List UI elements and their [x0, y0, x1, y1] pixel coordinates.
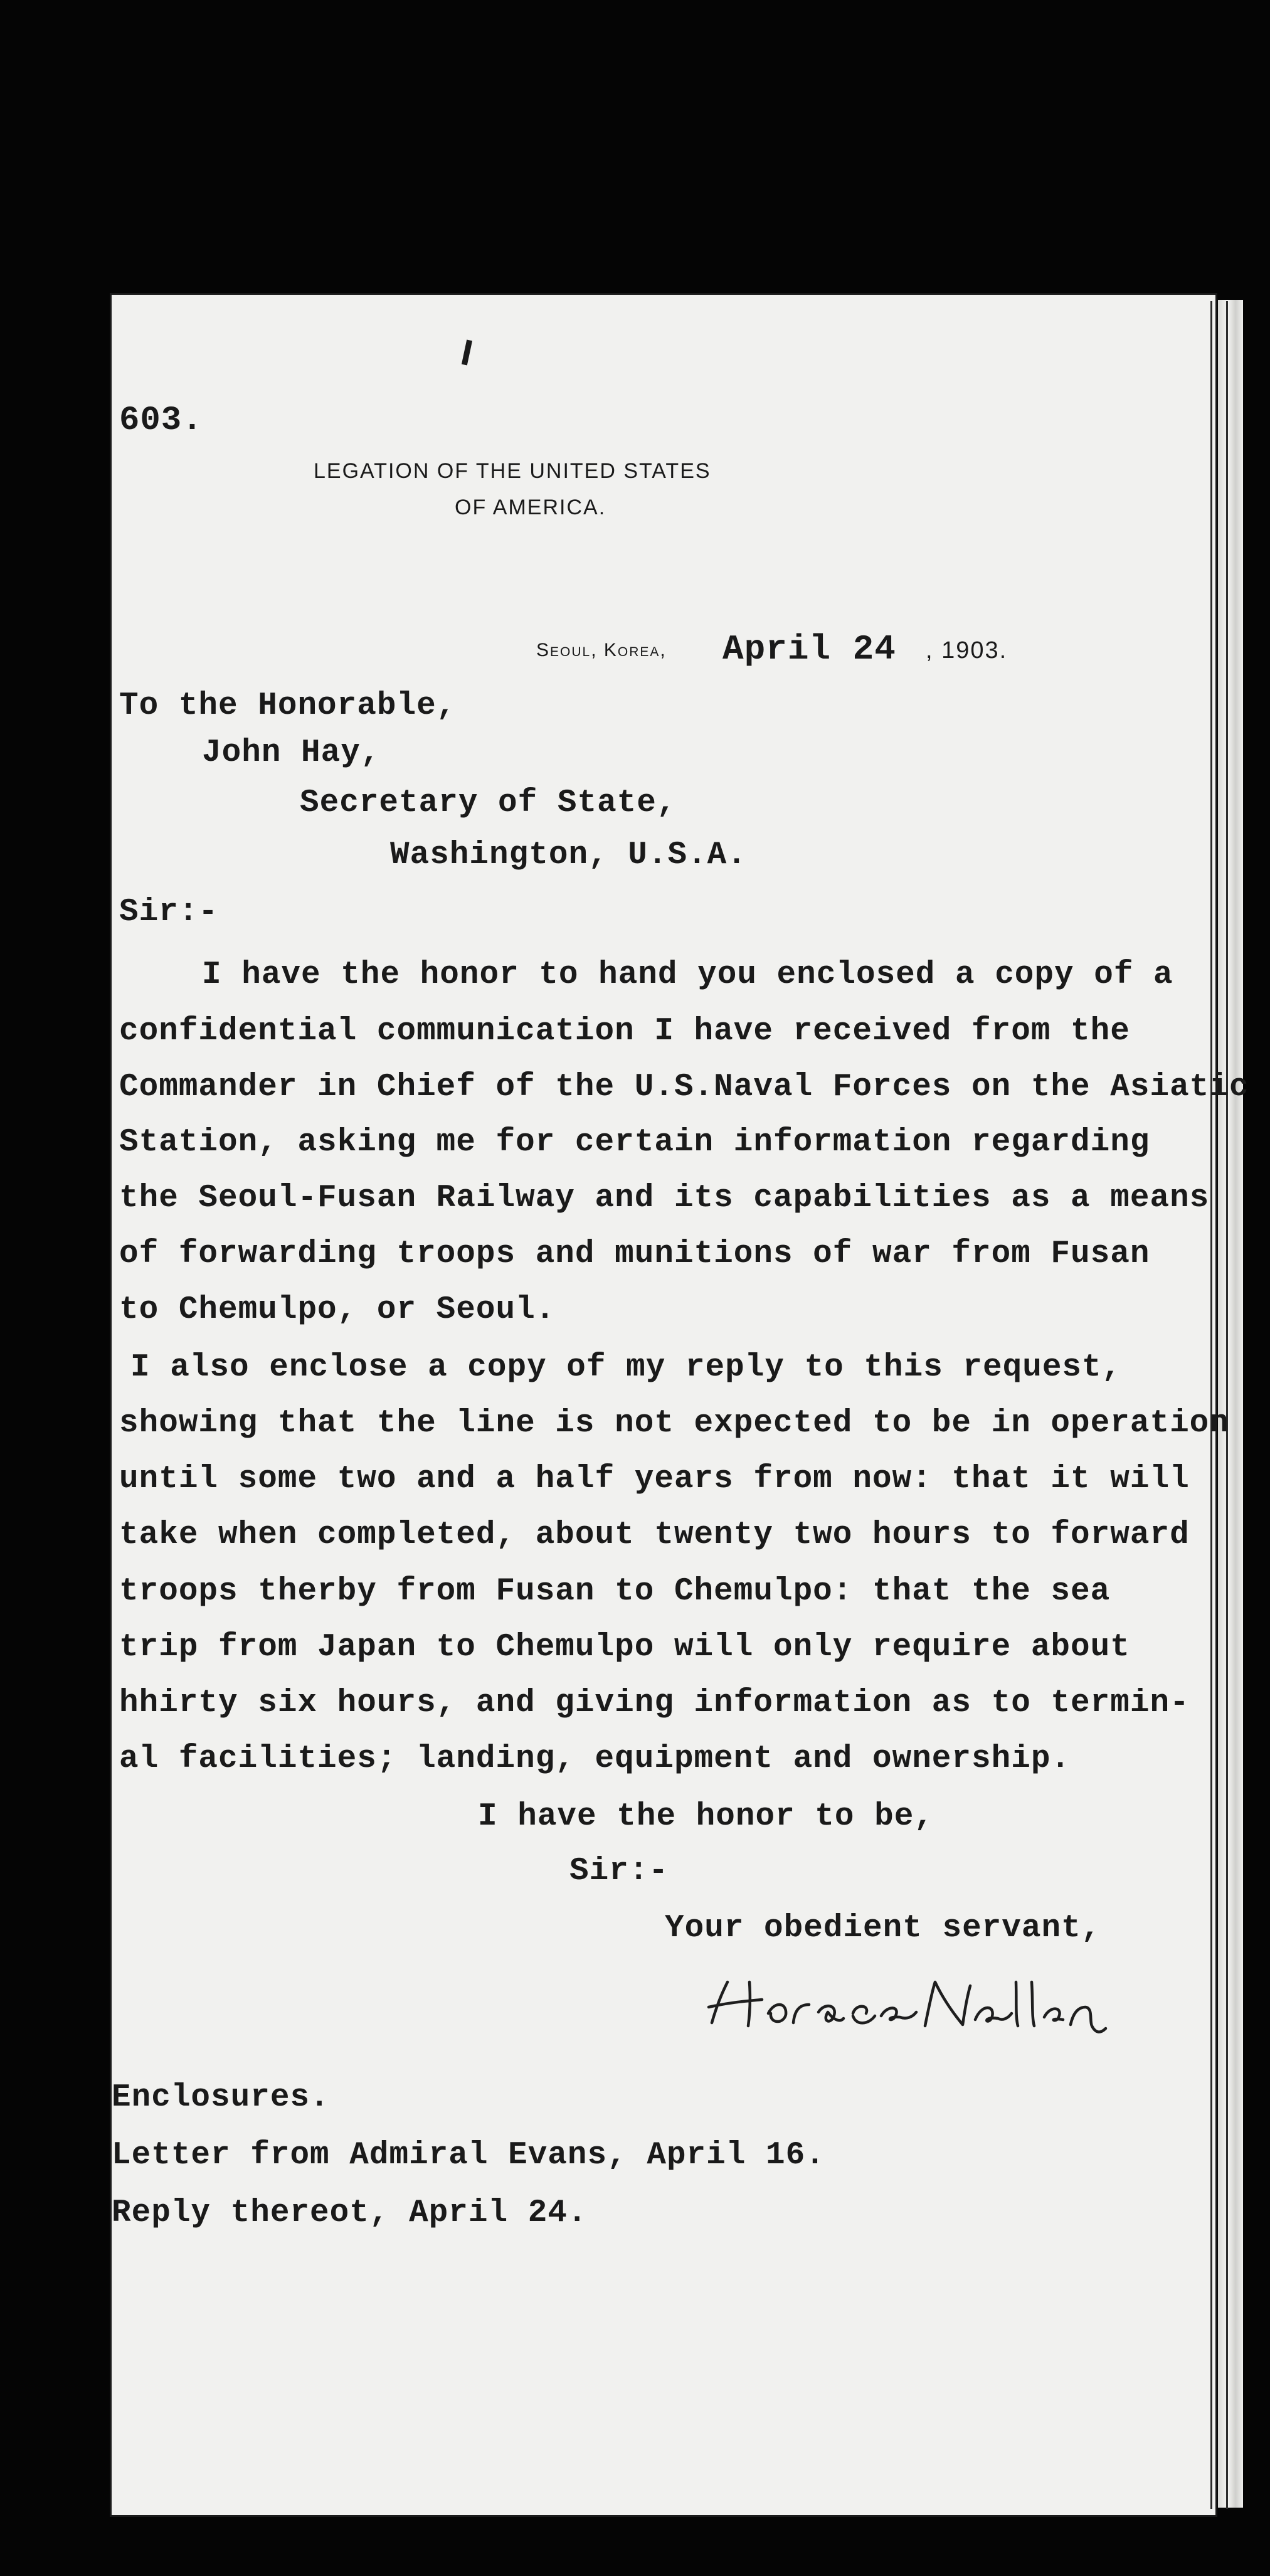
body-line: until some two and a half years from now: that it will — [119, 1461, 1190, 1497]
body-line: hhirty six hours, and giving information as to termin- — [119, 1685, 1190, 1721]
enclosure-item: Letter from Admiral Evans, April 16. — [112, 2138, 825, 2173]
legation-heading-line1: LEGATION OF THE UNITED STATES — [314, 459, 711, 483]
salutation: Sir:- — [119, 894, 219, 930]
addressee-line1: To the Honorable, — [119, 688, 457, 724]
enclosure-item: Reply thereot, April 24. — [112, 2195, 588, 2231]
body-line: take when completed, about twenty two hours to forward — [119, 1517, 1190, 1553]
dateline-date: April 24 — [722, 629, 896, 669]
page-edge-line — [1210, 301, 1212, 2509]
body-line: al facilities; landing, equipment and ownership. — [119, 1741, 1071, 1777]
addressee-title: Secretary of State, — [300, 785, 677, 821]
body-line: I have the honor to hand you enclosed a copy of a — [202, 957, 1173, 993]
signature-image — [699, 1963, 1176, 2045]
page-edge-line — [1226, 301, 1228, 2509]
legation-heading-line2: OF AMERICA. — [455, 496, 606, 519]
page-edge — [1218, 300, 1243, 2508]
letter-page — [112, 295, 1215, 2515]
body-line: to Chemulpo, or Seoul. — [119, 1292, 556, 1328]
dateline-year: , 1903. — [926, 637, 1008, 664]
body-line: Station, asking me for certain information regarding — [119, 1125, 1150, 1160]
closing-line3: Your obedient servant, — [665, 1911, 1101, 1946]
body-line: Commander in Chief of the U.S.Naval Forces on the Asiatic — [119, 1069, 1249, 1105]
body-line: the Seoul-Fusan Railway and its capabilities as a means — [119, 1180, 1210, 1216]
closing-salutation: Sir:- — [569, 1853, 669, 1889]
body-line: trip from Japan to Chemulpo will only require about — [119, 1630, 1130, 1665]
enclosures-heading: Enclosures. — [112, 2080, 330, 2116]
body-line: showing that the line is not expected to be in operation — [119, 1406, 1229, 1441]
addressee-name: John Hay, — [202, 735, 381, 771]
document-number: 603. — [119, 401, 203, 440]
body-line: confidential communication I have received from the — [119, 1014, 1130, 1049]
body-line: I also enclose a copy of my reply to this request, — [130, 1350, 1122, 1386]
body-line: of forwarding troops and munitions of war from Fusan — [119, 1236, 1150, 1272]
addressee-location: Washington, U.S.A. — [390, 837, 747, 873]
closing-line1: I have the honor to be, — [478, 1799, 934, 1835]
dateline-place: Seoul, Korea, — [536, 640, 667, 660]
body-line: troops therby from Fusan to Chemulpo: that the sea — [119, 1574, 1111, 1609]
